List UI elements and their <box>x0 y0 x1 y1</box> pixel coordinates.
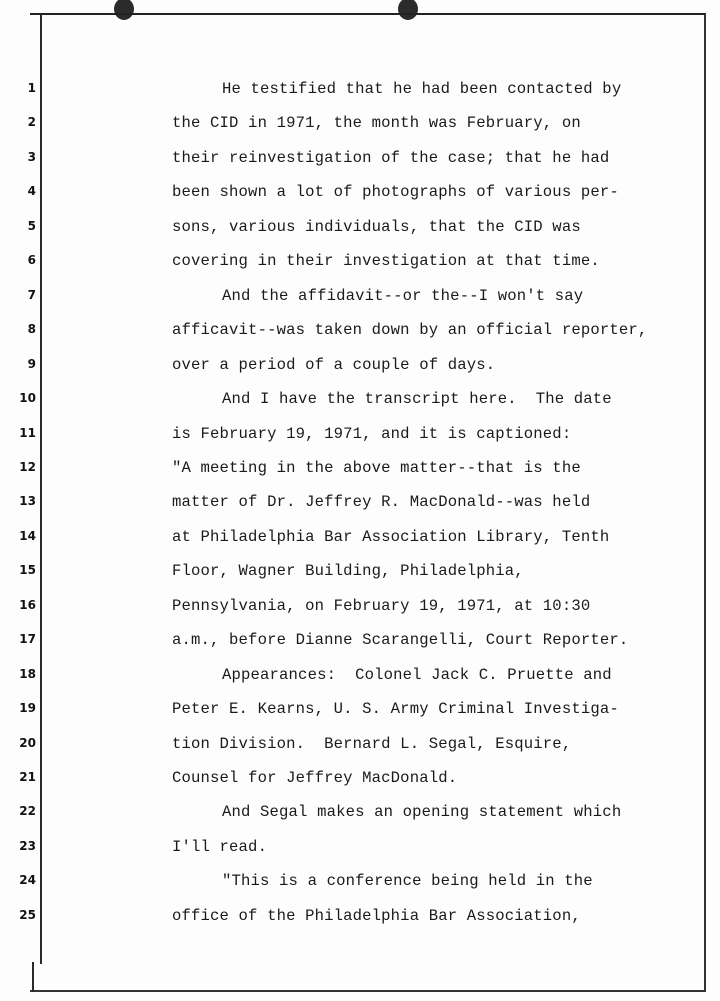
transcript-line: He testified that he had been contacted by <box>222 80 622 98</box>
line-number: 4 <box>27 184 36 199</box>
transcript-line: "This is a conference being held in the <box>222 872 593 891</box>
transcript-line: the CID in 1971, the month was February, on <box>172 114 581 133</box>
transcript-line: "A meeting in the above matter--that is the <box>172 458 581 477</box>
transcript-line: their reinvestigation of the case; that he had <box>172 148 610 167</box>
transcript-line: I'll read. <box>172 837 268 856</box>
line-number: 21 <box>19 770 36 784</box>
margin-rule-bottom <box>32 962 34 992</box>
margin-rule <box>40 14 42 964</box>
line-number: 1 <box>27 81 36 95</box>
transcript-line: Floor, Wagner Building, Philadelphia, <box>172 562 524 581</box>
line-number: 7 <box>27 287 36 302</box>
transcript-line: afficavit--was taken down by an official reporter, <box>172 321 648 340</box>
line-number: 18 <box>19 666 36 681</box>
transcript-line: Appearances: Colonel Jack C. Pruette and <box>222 665 612 684</box>
transcript-line: tion Division. Bernard L. Segal, Esquire, <box>172 734 572 753</box>
transcript-line: over a period of a couple of days. <box>172 355 496 374</box>
transcript-line: And I have the transcript here. The date <box>222 390 612 409</box>
line-number: 12 <box>19 459 36 474</box>
line-number: 10 <box>19 391 36 406</box>
transcript-line: Peter E. Kearns, U. S. Army Criminal Investiga- <box>172 700 619 719</box>
transcript-line: is February 19, 1971, and it is captioned: <box>172 424 572 443</box>
transcript-line: Counsel for Jeffrey MacDonald. <box>172 769 458 787</box>
line-number: 6 <box>27 253 36 268</box>
line-number: 25 <box>19 907 36 922</box>
line-number: 23 <box>19 838 36 853</box>
line-number: 13 <box>19 494 36 509</box>
line-number: 17 <box>19 632 36 647</box>
transcript-line: Pennsylvania, on February 19, 1971, at 10:30 <box>172 596 591 615</box>
transcript-line: covering in their investigation at that time. <box>172 252 600 271</box>
line-number: 16 <box>19 597 36 612</box>
line-number: 11 <box>19 425 36 440</box>
transcript-line: And the affidavit--or the--I won't say <box>222 286 584 305</box>
line-number: 9 <box>27 356 36 371</box>
line-number: 14 <box>19 528 36 543</box>
line-number: 8 <box>27 322 36 337</box>
transcript-line: And Segal makes an opening statement which <box>222 803 622 822</box>
line-number: 24 <box>19 873 36 888</box>
line-number: 2 <box>27 115 36 130</box>
line-number: 3 <box>27 149 36 164</box>
transcript-line: office of the Philadelphia Bar Association, <box>172 906 581 925</box>
line-number: 20 <box>19 735 36 750</box>
transcript-line: matter of Dr. Jeffrey R. MacDonald--was held <box>172 493 591 512</box>
line-number: 15 <box>19 563 36 578</box>
transcript-line: been shown a lot of photographs of various per- <box>172 183 619 202</box>
transcript-line: sons, various individuals, that the CID was <box>172 217 581 236</box>
transcript-line: a.m., before Dianne Scarangelli, Court Reporter. <box>172 631 629 650</box>
line-number: 19 <box>19 701 36 716</box>
line-number: 5 <box>27 218 36 233</box>
line-number: 22 <box>19 804 36 819</box>
transcript-line: at Philadelphia Bar Association Library, Tenth <box>172 527 610 546</box>
